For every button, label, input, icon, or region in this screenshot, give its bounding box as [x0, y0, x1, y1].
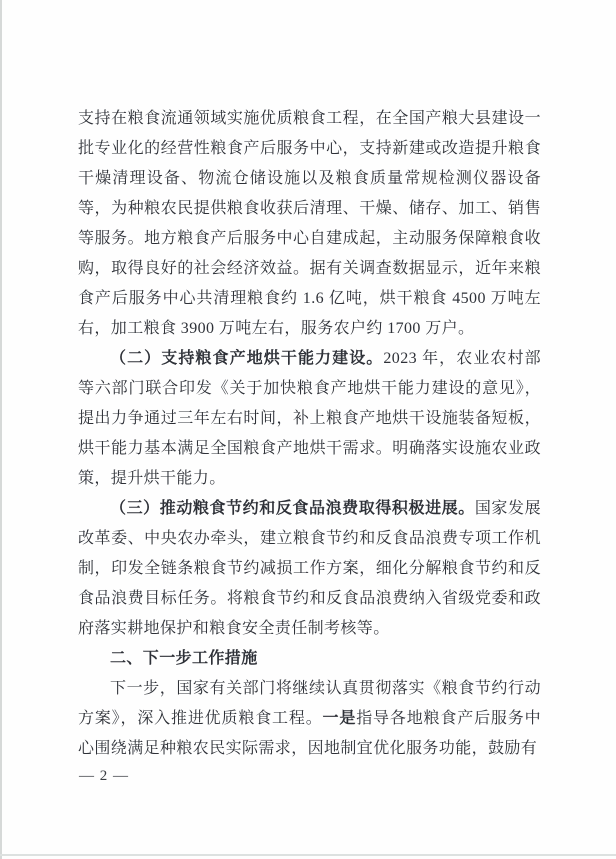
- emphasis-text: 二、下一步工作措施: [110, 650, 258, 667]
- body-paragraph: [78, 494, 541, 644]
- scan-edge-left: [0, 0, 2, 859]
- text-run: 指导各地粮食产后服务中心围绕满足种粮农民实际需求，因地制宜优化服务功能，鼓励有: [78, 710, 541, 757]
- scan-edge-bottom: [0, 854, 616, 856]
- page-number: — 2 —: [79, 768, 129, 784]
- body-paragraph: [78, 344, 541, 494]
- emphasis-text: （二）支持粮食产地烘干能力建设。: [110, 350, 384, 367]
- text-run: 国家发展改革委、中央农办牵头，建立粮食节约和反食品浪费专项工作机制，印发全链条粮食节约减损工作方案，细化分解粮食节约和反食品浪费目标任务。将粮食节约和反食品浪费纳入省级党委和政府落实耕地保护和粮食安全责任制考核等。: [78, 500, 541, 637]
- document-body: [78, 104, 541, 764]
- text-run: 2023 年，农业农村部等六部门联合印发《关于加快粮食产地烘干能力建设的意见》，提出力争通过三年左右时间，补上粮食产地烘干设施装备短板，烘干能力基本满足全国粮食产地烘干需求。明确落实设施农业政策，提升烘干能力。: [78, 350, 541, 487]
- text-run: 下一步，国家有关部门将继续认真贯彻落实《粮食节约行动方案》，深入推进优质粮食工程。: [78, 680, 541, 727]
- body-paragraph: [78, 674, 541, 764]
- emphasis-text: （三）推动粮食节约和反食品浪费取得积极进展。: [110, 500, 475, 517]
- emphasis-text: 一是: [322, 710, 357, 727]
- text-run: 支持在粮食流通领域实施优质粮食工程，在全国产粮大县建设一批专业化的经营性粮食产后服务中心，支持新建或改造提升粮食干燥清理设备、物流仓储设施以及粮食质量常规检测仪器设备等，为种粮农民提供粮食收获后清理、干燥、储存、加工、销售等服务。地方粮食产后服务中心自建成起，主动服务保障粮食收购，取得良好的社会经济效益。据有关调查数据显示，近年来粮食产后服务中心共清理粮食约 1.6 亿吨，烘干粮食 4500 万吨左右，加工粮食 3900 万吨左右，服务农户约 1700 万户。: [78, 110, 541, 337]
- body-paragraph: [78, 104, 541, 344]
- section-heading: [78, 644, 541, 674]
